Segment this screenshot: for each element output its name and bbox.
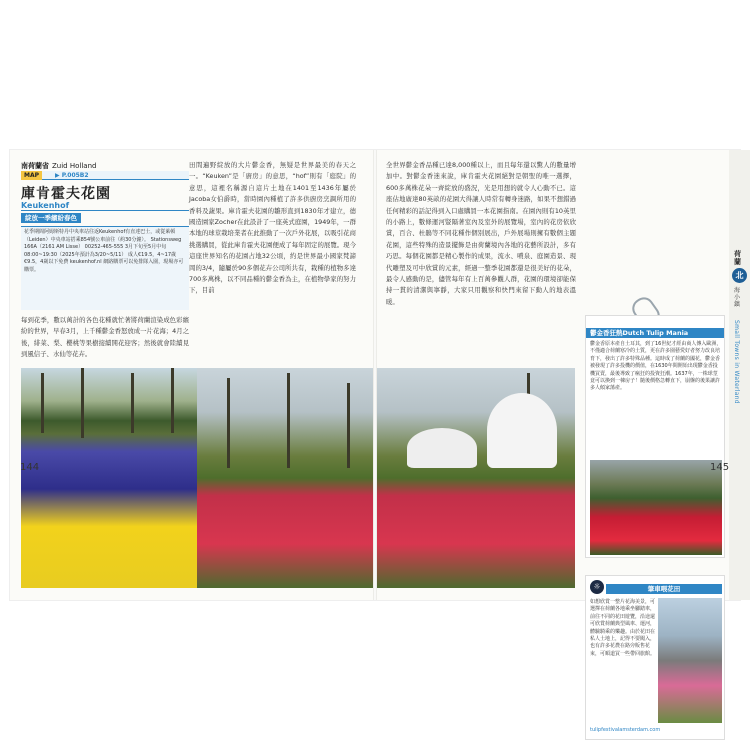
bike-tour-text: 如想欣賞一整片花海美景，可選擇在荷蘭各地乘坐腳踏車，前往不同的花田遊覽，沿途還可欣賞荷蘭典型風車、運河，體驗騎乘的樂趣。由於花田在私人土地上，記得不要闖入，也有許多花農在路旁販售花束，可順道買一些帶回旅館。 [590,599,656,657]
body-column-3: 全世界鬱金香品種已達8,000種以上，而且每年還以驚人的數量增加中。對鬱金香迷來說，庫肯霍夫花園絕對是朝聖的唯一選擇，600多萬株花朵一齊綻放的盛況，光是用想的就令人心動不已。這座佔地廣達80英畝的花園大得讓人時常有轉身迷路，如果不想錯過任何精彩的話記得到入口處購買一本花園指南。在園內則有10英里的小路上，數條運河豎隔著室內及室外的展覽場，室內的花房依欣賞，百合、杜鵑等不同花種作個別展出，戶外展場則擁有數個主題花園，這些特殊的造景擺飾是由荷蘭境內各地的花藝所設計，多有巧思。每個花園都是精心製作的成果，流水、噴泉、庭園造景、現代雕塑及可中欣賞的元素，經過一整季花園都還是很美好的花朵，最令人感動的是，儘管每年有上百萬參觀人群，花園的環境卻能保持一貫的清潔與寧靜，大家只用觀察和快門來留下動人的地表溫暖。 [386,161,576,306]
sculpture-white-small [407,428,477,468]
page-number-right: 145 [710,462,730,473]
red-tulip-photo [590,460,722,555]
body-column-2: 田間遍野綻放的大片鬱金香，無疑是世界最美的春天之一。“Keuken”是「廚房」的意思，“hof”則有「庭院」的意思，這裡名稱源自這片土地在1401至1436年屬於Jacoba女伯爵時，當時園內種植了許多供廚房烹調所用的香料及蔬果。庫肯霍夫花園的雛形直到1830年才建立，德國造園家Zocher在此設計了一座英式庭園，1949年，一群本地的球莖栽培業者在此推動了一次戶外花展，以吸引花商挑選購買，從此庫肯霍夫花園便成了每年固定的展覽。現今這座世界知名的花園占地32公頃，約是世界最小國家梵諦岡的3/4，隨屬於90多個花卉公司所共有，栽種的植物多達700多萬株，以不同品種的鬱金香為主，在植物學家的努力下，目前 [189,161,356,295]
region-name-en: Zuid Holland [52,162,97,170]
chapter-side-tab [729,150,750,600]
map-reference [21,171,189,180]
side-tab-sub: 海小鎮 [734,287,741,308]
map-label: MAP [21,171,42,180]
sidebar-box-tulip-mania [585,315,725,558]
book-spread [10,150,744,733]
tulip-field-photo [197,368,575,588]
sidebar-box-bike-tour [585,575,725,740]
map-page-ref: ▶ P.005B2 [55,172,89,179]
sculpture-white-large [487,393,557,468]
book-gutter [373,150,377,600]
bike-tour-title: 筆車喂花田 [606,584,722,594]
side-tab-circle: 北 [732,268,747,283]
tulip-mania-title: 鬱金香狂熱Dutch Tulip Mania [586,328,724,338]
region-name-zh: 南荷蘭省 [21,162,49,170]
page-number-left: 144 [20,462,40,473]
article-title-zh: 庫肯霍夫花園 [21,186,111,202]
side-tab-en: Small Towns in Waterland [733,320,740,404]
tulip-mania-text: 鬱金香原本產自土耳其，到了16世紀才經由商人傳入歐洲，不僅適合荷蘭寒冷的土質，更在許多園藝愛好者努力改良培育下，發出了許多特殊品種。這時成了荷蘭的國花，鬱金香被發現了許多投機的價值，在1630年間開始出現鬱金香投機買賣，最後導致了瘋狂的投資狂潮。1637年，一株球莖竟可以換到一棟房子！隨後價格急轉直下，崩盤的後果讓許多人傾家蕩產。 [590,341,722,392]
side-tab-label: 荷蘭 [734,250,741,266]
windmill-photo [658,598,722,723]
region-heading [21,161,96,171]
body-column-1: 每到花季，數以萬計的各色花種就忙著將荷蘭渲染成色彩繽紛的世界，早春3月，上千種鬱金香怒放成一片花海；4月之後，緋菜、梨、櫻桃等果樹接續開花迎客；然後就會陸續見到風信子、水仙等花卉。 [21,316,189,359]
article-subtitle: 綻放一季繽紛春色 [21,213,81,223]
visitor-info-box: 花季期間阿姆斯特丹中央車站往返Keukenhof有直達巴士，或從萊頓（Leiden）中央車站搭乘854號公車前往（約30分鐘）。 Stationsweg 166A（2161 AM Lisse） 00252-465-555 3月下旬至5月中旬08:00~19:30（2025年預計為3/20~5/11） 成人€19.5，4~17歲€9.5，4歲以下免費 keukenhof.nl 網路購票可以免排隊入園，現場亦可購票。 [21,226,189,310]
title-divider [21,210,189,211]
bike-tour-url: tulipfestivalamsterdam.com [590,727,661,733]
hyacinth-daffodil-photo [21,368,197,588]
article-title-en: Keukenhof [21,201,70,210]
lightbulb-icon: ☼ [590,580,604,594]
